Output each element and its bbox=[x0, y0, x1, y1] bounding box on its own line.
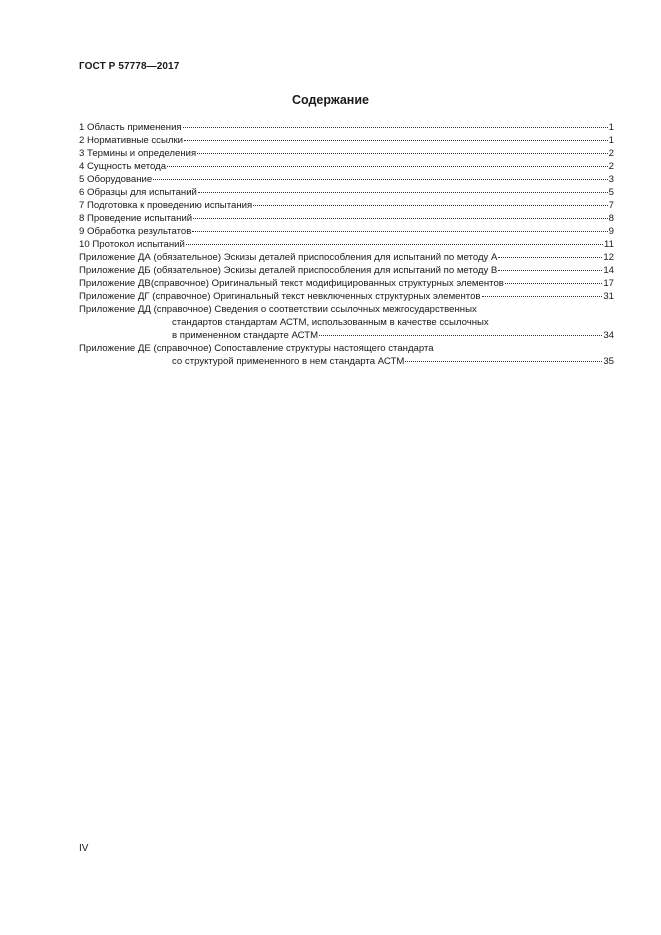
toc-entry-4[interactable]: 4 Сущность метода 2 bbox=[79, 161, 614, 172]
table-of-contents bbox=[79, 121, 614, 368]
toc-entry-7[interactable]: 7 Подготовка к проведению испытания 7 bbox=[79, 200, 614, 211]
toc-entry-annex-dg[interactable]: Приложение ДГ (справочное) Оригинальный текст невключенных структурных элементов 31 bbox=[79, 291, 614, 302]
toc-entry-annex-dd-page: 34 bbox=[603, 330, 614, 341]
toc-entry-annex-dd-line-1: Приложение ДД (справочное) Сведения о соответствии ссылочных межгосударственных bbox=[79, 304, 477, 315]
toc-entry-annex-da[interactable]: Приложение ДА (обязательное) Эскизы деталей приспособления для испытаний по методу А 12 bbox=[79, 252, 614, 263]
toc-entry-1[interactable]: 1 Область применения 1 bbox=[79, 122, 614, 133]
toc-entry-annex-dv[interactable]: Приложение ДВ(справочное) Оригинальный текст модифицированных структурных элементов 17 bbox=[79, 278, 614, 289]
toc-entry-annex-de[interactable] bbox=[79, 342, 614, 368]
toc-entry-8[interactable]: 8 Проведение испытаний 8 bbox=[79, 213, 614, 224]
toc-entry-annex-de-page: 35 bbox=[603, 356, 614, 367]
toc-entry-10[interactable]: 10 Протокол испытаний 11 bbox=[79, 239, 614, 250]
toc-entry-annex-de-line-2: со структурой примененного в нем стандарта АСТМ bbox=[172, 356, 405, 367]
toc-entry-2[interactable]: 2 Нормативные ссылки 1 bbox=[79, 135, 614, 146]
toc-entry-6[interactable]: 6 Образцы для испытаний 5 bbox=[79, 187, 614, 198]
toc-title: Содержание bbox=[291, 93, 369, 107]
toc-entry-annex-dd-line-2: стандартов стандартам АСТМ, использованным в качестве ссылочных bbox=[172, 317, 489, 328]
toc-entry-3[interactable]: 3 Термины и определения 2 bbox=[79, 148, 614, 159]
toc-entry-annex-dd[interactable] bbox=[79, 303, 614, 342]
toc-entry-annex-de-line-1: Приложение ДЕ (справочное) Сопоставление структуры настоящего стандарта bbox=[79, 343, 434, 354]
toc-entry-5[interactable]: 5 Оборудование 3 bbox=[79, 174, 614, 185]
toc-entry-annex-db[interactable]: Приложение ДБ (обязательное) Эскизы деталей приспособления для испытаний по методу В 14 bbox=[79, 265, 614, 276]
toc-entry-9[interactable]: 9 Обработка результатов 9 bbox=[79, 226, 614, 237]
page-number: IV bbox=[79, 843, 89, 854]
document-code: ГОСТ Р 57778—2017 bbox=[79, 61, 180, 72]
toc-entry-annex-dd-line-3: в примененном стандарте АСТМ bbox=[172, 330, 319, 341]
